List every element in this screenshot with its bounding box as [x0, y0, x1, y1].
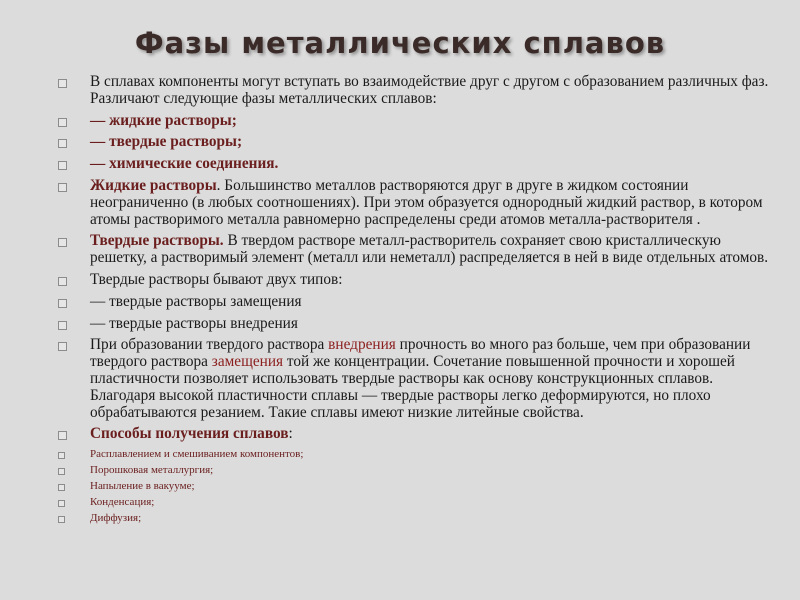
square-bullet-icon	[58, 161, 67, 170]
square-bullet-icon	[58, 342, 67, 351]
formation-text-3: той же концентрации. Сочетание повышенной прочности и хорошей пластичности позволяет использовать твердые растворы как основу конструкционных сплавов. Благодаря высокой пластичности сплавы — твердые растворы легко деформируются, но плохо обрабатываются резанием. Такие сплавы имеют низкие литейные свойства.	[90, 353, 735, 421]
liquid-term: Жидкие растворы	[90, 176, 217, 194]
phase-chemical: — химические соединения.	[90, 155, 279, 173]
phase-liquid: — жидкие растворы;	[90, 111, 237, 129]
formation-word-substitution: замещения	[211, 353, 284, 371]
list-item	[58, 178, 778, 228]
square-bullet-icon	[58, 299, 67, 308]
types-intro: Твердые растворы бывают двух типов:	[90, 270, 343, 288]
intro-text: В сплавах компоненты могут вступать во взаимодействие друг с другом с образованием различных фаз. Различают следующие фазы металлических сплавов:	[90, 73, 769, 107]
list-item	[58, 233, 778, 267]
list-item	[58, 316, 778, 333]
list-item	[58, 448, 778, 461]
list-item	[58, 134, 778, 151]
list-item	[58, 272, 778, 289]
list-item	[58, 426, 778, 443]
square-bullet-icon	[58, 79, 67, 88]
formation-text-2: прочность во много раз больше, чем при образовании твердого раствора	[90, 336, 751, 371]
solid-text: В твердом растворе металл-растворитель сохраняет свою кристаллическую решетку, а растворимый элемент (металл или неметалл) распределяется в ней в виде отдельных атомов.	[90, 232, 769, 267]
list-item	[58, 113, 778, 130]
methods-colon: :	[288, 425, 293, 443]
method-item: Порошковая металлургия;	[90, 464, 214, 477]
square-bullet-icon	[58, 321, 67, 330]
type-interstitial: — твердые растворы внедрения	[90, 314, 298, 332]
list-item	[58, 74, 778, 108]
list-item	[58, 512, 778, 525]
formation-word-interstitial: внедрения	[328, 336, 396, 354]
list-item	[58, 480, 778, 493]
content-list	[58, 74, 778, 528]
method-item: Напыление в вакууме;	[90, 480, 195, 493]
list-item	[58, 294, 778, 311]
method-item: Диффузия;	[90, 512, 142, 525]
solid-term: Твердые растворы.	[90, 232, 224, 250]
square-bullet-icon	[58, 452, 65, 459]
list-item	[58, 156, 778, 173]
square-bullet-icon	[58, 139, 67, 148]
square-bullet-icon	[58, 118, 67, 127]
liquid-text: . Большинство металлов растворяются друг в друге в жидком состоянии неограниченно (в любых соотношениях). При этом образуется однородный жидкий раствор, в котором атомы растворимого металла равномерно распределены среди атомов металла-растворителя .	[90, 176, 763, 228]
square-bullet-icon	[58, 238, 67, 247]
phase-solid: — твердые растворы;	[90, 133, 243, 151]
list-item	[58, 464, 778, 477]
square-bullet-icon	[58, 183, 67, 192]
square-bullet-icon	[58, 484, 65, 491]
methods-heading: Способы получения сплавов	[90, 425, 289, 443]
method-item: Конденсация;	[90, 496, 155, 509]
type-substitution: — твердые растворы замещения	[90, 292, 302, 310]
square-bullet-icon	[58, 468, 65, 475]
method-item: Расплавлением и смешиванием компонентов;	[90, 448, 304, 461]
square-bullet-icon	[58, 431, 67, 440]
list-item	[58, 496, 778, 509]
list-item	[58, 337, 778, 421]
square-bullet-icon	[58, 500, 65, 507]
formation-text-1: При образовании твердого раствора	[90, 336, 329, 354]
square-bullet-icon	[58, 516, 65, 523]
page-title: Фазы металлических сплавов	[134, 26, 666, 60]
square-bullet-icon	[58, 277, 67, 286]
